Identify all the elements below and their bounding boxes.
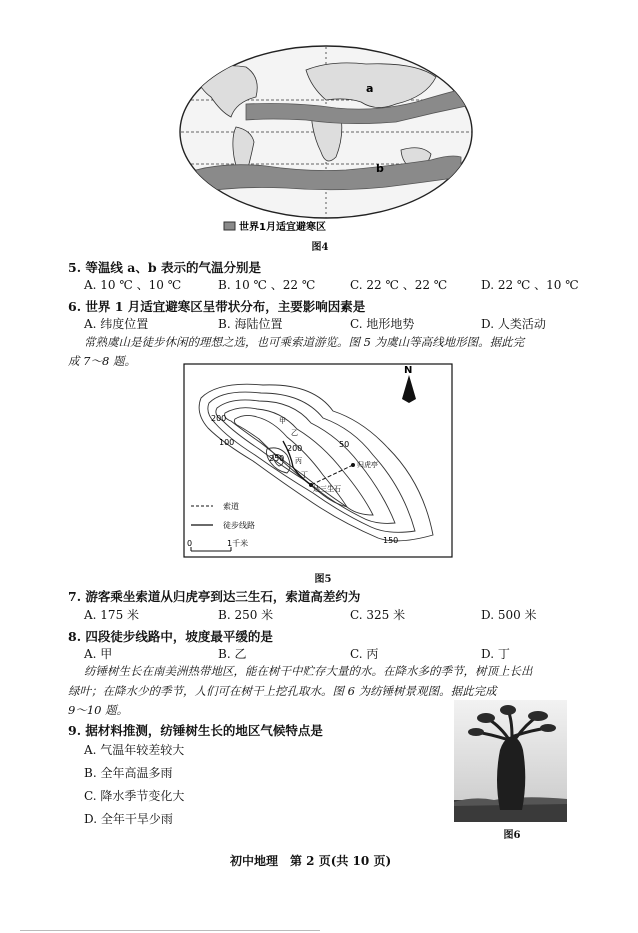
q6-option-c[interactable]: C. 地形地势 [350,317,415,331]
legend-swatch [224,222,235,230]
passage-baobab-line2: 绿叶；在降水少的季节，人们可在树干上挖孔取水。图 6 为纺锤树景观图。据此完成 [68,684,497,698]
north-label: N [404,365,413,376]
q6-option-d[interactable]: D. 人类活动 [481,317,546,331]
q9-stem: 9. 据材料推测，纺锤树生长的地区气候特点是 [68,723,323,738]
q5-option-b[interactable]: B. 10 ℃ 、22 ℃ [218,278,316,292]
contour-label-250: 250 [269,454,285,463]
fig4-legend: 世界1月适宜避寒区 [239,222,326,233]
contour-label-150: 150 [383,536,399,545]
contour-label-50: 50 [339,440,350,449]
route-yi: 乙 [291,429,298,437]
route-jia: 甲 [279,417,286,425]
place-dasanshengshi: 达三生石 [313,485,341,493]
bottom-rule [20,930,320,931]
fig6-caption: 图6 [503,830,521,841]
contour-label-200-west: 200 [211,414,227,423]
contour-map-figure [183,363,453,558]
q7-option-b[interactable]: B. 250 米 [218,608,274,622]
route-bing: 丙 [295,457,302,465]
q6-stem: 6. 世界 1 月适宜避寒区呈带状分布，主要影响因素是 [68,299,366,314]
passage-baobab-line3: 9～10 题。 [68,703,129,717]
passage-yushan-line2: 成 7～8 题。 [68,354,136,368]
q8-option-a[interactable]: A. 甲 [84,647,113,661]
page-footer: 初中地理 第 2 页(共 10 页) [230,854,392,868]
contour-label-100: 100 [219,438,235,447]
q7-option-d[interactable]: D. 500 米 [481,608,537,622]
q7-option-a[interactable]: A. 175 米 [84,608,140,622]
q8-option-c[interactable]: C. 丙 [350,647,379,661]
q9-option-c[interactable]: C. 降水季节变化大 [84,789,185,803]
q5-stem: 5. 等温线 a、b 表示的气温分别是 [68,260,261,275]
route-ding: 丁 [301,471,308,479]
fig5-caption: 图5 [314,574,332,585]
contour-label-200-east: 200 [287,444,303,453]
passage-yushan-line1: 常熟虞山是徒步休闲的理想之选，也可乘索道游览。图 5 为虞山等高线地形图。据此完 [84,335,525,349]
q8-stem: 8. 四段徒步线路中，坡度最平缓的是 [68,629,273,644]
world-map-figure [176,42,476,247]
q7-stem: 7. 游客乘坐索道从归虎亭到达三生石，索道高差约为 [68,589,361,604]
q8-option-b[interactable]: B. 乙 [218,647,247,661]
q7-option-c[interactable]: C. 325 米 [350,608,406,622]
q5-option-c[interactable]: C. 22 ℃ 、22 ℃ [350,278,448,292]
q9-option-a[interactable]: A. 气温年较差较大 [84,743,185,757]
place-guihuting: 归虎亭 [357,461,378,469]
scale-label: 1千米 [227,539,249,548]
fig4-caption: 图4 [311,242,329,253]
scale-zero: 0 [187,539,193,548]
isotherm-a-label: a [366,82,374,95]
passage-baobab-line1: 纺锤树生长在南美洲热带地区，能在树干中贮存大量的水。在降水多的季节，树顶上长出 [84,664,533,678]
q9-option-b[interactable]: B. 全年高温多雨 [84,766,173,780]
q8-option-d[interactable]: D. 丁 [481,647,510,661]
q6-option-b[interactable]: B. 海陆位置 [218,317,283,331]
q5-option-d[interactable]: D. 22 ℃ 、10 ℃ [481,278,579,292]
q6-option-a[interactable]: A. 纬度位置 [84,317,149,331]
legend-trail: 徒步线路 [223,521,255,530]
isotherm-b-label: b [376,162,384,175]
legend-cableway: 索道 [223,502,239,511]
q9-option-d[interactable]: D. 全年干旱少雨 [84,812,173,826]
q5-option-a[interactable]: A. 10 ℃ 、10 ℃ [84,278,182,292]
baobab-photo [454,700,567,822]
